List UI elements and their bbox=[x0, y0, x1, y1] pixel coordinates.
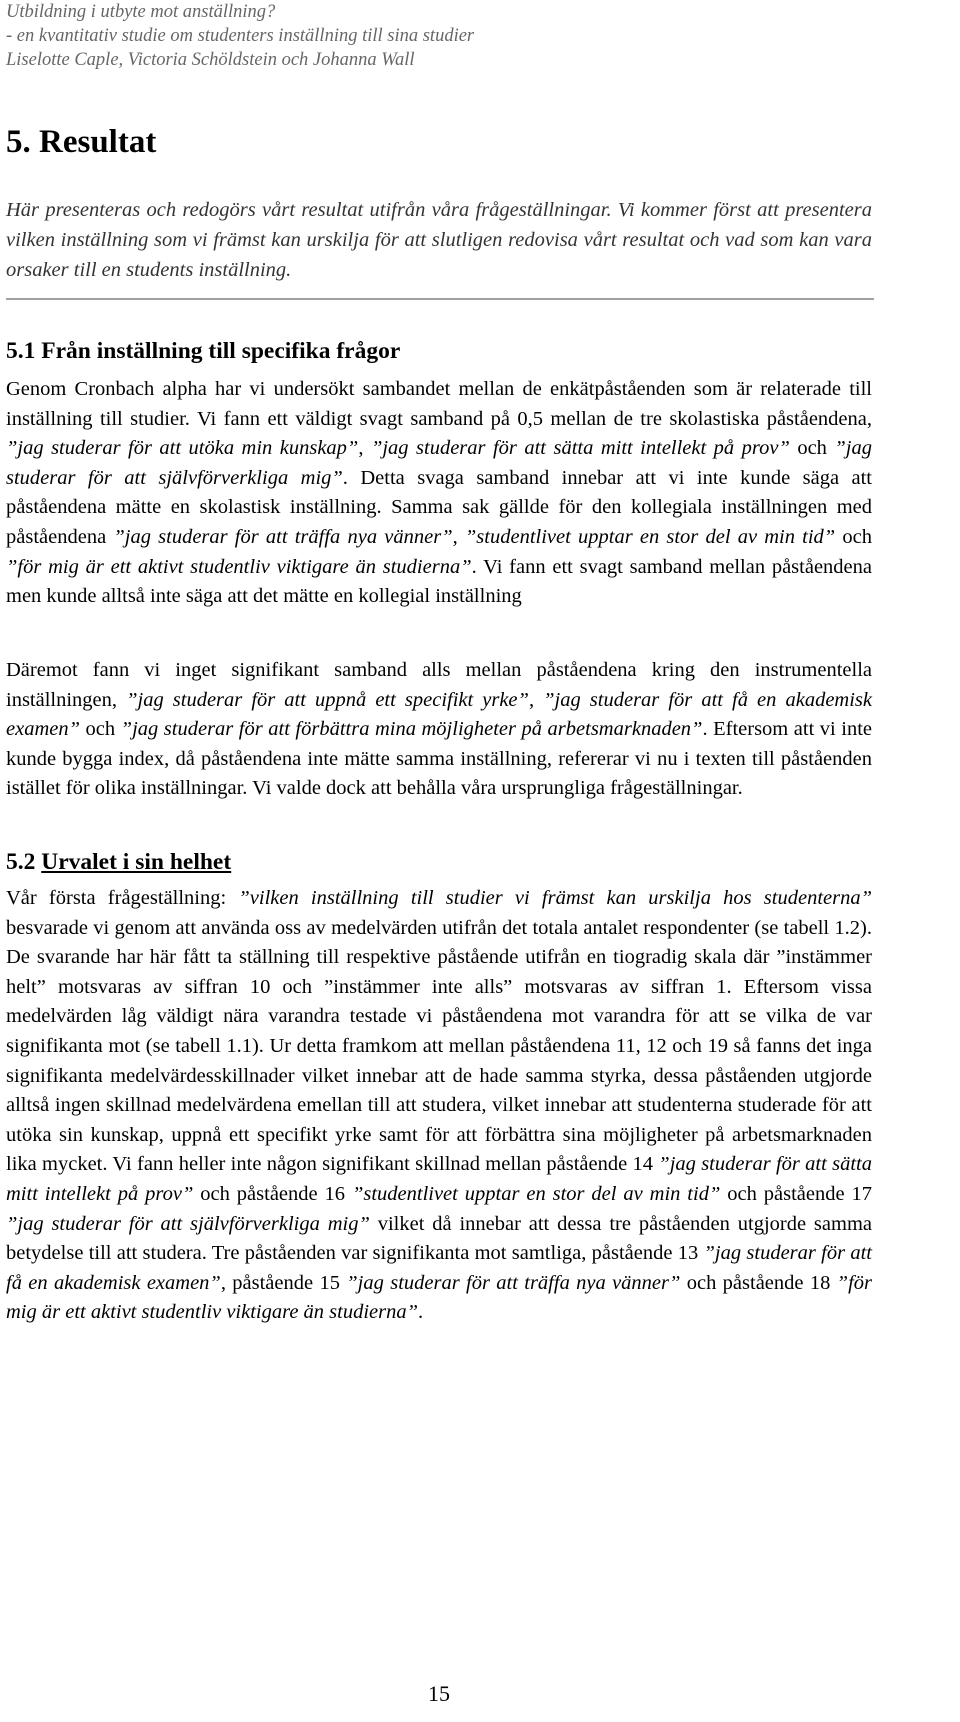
text-run: och bbox=[789, 437, 835, 460]
text-run: Vår första frågeställning: bbox=[6, 887, 239, 909]
section-5-2-paragraph-1 bbox=[6, 884, 872, 1328]
header-title: Utbildning i utbyte mot anställning? bbox=[6, 2, 276, 22]
quoted-statement: ”jag studerar för att sätta mitt intellekt på prov” bbox=[6, 1153, 872, 1205]
text-run: Genom Cronbach alpha har vi undersökt sambandet mellan de enkätpåståenden som är relaterade till inställning till studier. Vi fann ett väldigt svagt samband på 0,5 mellan de tre skolastiska påståendena, bbox=[6, 378, 872, 430]
quoted-statement: ”jag studerar för att uppnå ett specifikt yrke” bbox=[126, 688, 529, 711]
section-5-2-heading bbox=[6, 847, 231, 877]
quoted-statement: ”jag studerar för att förbättra mina möjligheter på arbetsmarknaden” bbox=[120, 718, 703, 741]
quoted-statement: ”jag studerar för att sätta mitt intellekt på prov” bbox=[370, 437, 790, 460]
text-run: . bbox=[418, 1301, 424, 1324]
text-run: . Vi fann ett svagt samband mellan påståendena men kunde alltså inte säga att det mätte en kollegial inställning bbox=[6, 555, 872, 608]
quoted-statement: ”vilken inställning till studier vi främst kan urskilja hos studenterna” bbox=[238, 887, 872, 909]
text-run: , bbox=[452, 525, 465, 548]
quoted-statement: ”jag studerar för att få en akademisk examen” bbox=[6, 688, 872, 741]
quoted-statement: ”jag studerar för att självförverkliga mig” bbox=[6, 1212, 370, 1235]
quoted-statement: ”jag studerar för att självförverkliga mig” bbox=[6, 437, 873, 489]
section-5-1-paragraph-2 bbox=[6, 656, 872, 804]
section-5-1-heading: 5.1 Från inställning till specifika frågor bbox=[6, 338, 401, 364]
text-run: besvarade vi genom att använda oss av medelvärden utifrån det totala antalet respondenter (se tabell 1.2). De svarande har här fått ta ställning till respektive påstående utifrån en tiogradig skala där ”instämmer helt” motsvaras av siffran 10 och ”instämmer inte alls” motsvaras av siffran 1. Eftersom vissa medelvärden låg väldigt nära varandra testade vi påståendena mot varandra för att se vilka de var signifikanta mot (se tabell 1.1). Ur detta framkom att mellan påståendena 11, 12 och 19 så fanns det inga signifikanta medelvärdesskillnader vilket innebar att de hade samma styrka, dessa påståenden utgjorde alltså ingen skillnad medelvärdena emellan till att studera, vilket innebar att studenterna studerade för att utöka sin kunskap, uppnå ett specifikt yrke samt för att förbättra sina möjligheter på arbetsmarknaden lika mycket. Vi fann heller inte någon signifikant skillnad mellan påstående 14 bbox=[6, 916, 872, 1176]
text-run: . Detta svaga samband innebar att vi inte kunde säga att påståendena mätte en skolastisk inställning. Samma sak gällde för den kollegiala inställningen med påståendena bbox=[6, 466, 872, 548]
text-run: Däremot fann vi inget signifikant samband alls mellan påståendena kring den instrumentella inställningen, bbox=[6, 659, 872, 711]
text-run: och påstående 16 bbox=[193, 1182, 352, 1205]
text-run: , bbox=[358, 437, 371, 460]
text-run: . Eftersom att vi inte kunde bygga index, då påståendena inte mätte samma inställning, refererar vi nu i texten till påståenden istället för olika inställningar. Vi valde dock att behålla våra ursprungliga frågeställningar. bbox=[6, 718, 872, 800]
quoted-statement: ”för mig är ett aktivt studentliv viktigare än studierna” bbox=[6, 555, 472, 578]
quoted-statement: ”studentlivet upptar en stor del av min tid” bbox=[464, 525, 836, 548]
quoted-statement: ”jag studerar för att träffa nya vänner” bbox=[346, 1271, 681, 1294]
text-run: , påstående 15 bbox=[220, 1271, 347, 1294]
text-run: vilket då innebar att dessa tre påståenden utgjorde samma betydelse till att studera. Tre påståenden var signifikanta mot samtliga, påstående 13 bbox=[6, 1212, 872, 1265]
running-header bbox=[6, 0, 474, 72]
section-5-2-title: Urvalet i sin helhet bbox=[41, 849, 232, 875]
text-run: och påstående 18 bbox=[680, 1271, 837, 1294]
quoted-statement: ”jag studerar för att träffa nya vänner” bbox=[113, 525, 453, 548]
text-run: och påstående 17 bbox=[720, 1182, 873, 1205]
text-run: , bbox=[528, 688, 544, 711]
header-subtitle: - en kvantitativ studie om studenters inställning till sina studier bbox=[6, 26, 475, 46]
header-authors: Liselotte Caple, Victoria Schöldstein och Johanna Wall bbox=[6, 50, 415, 70]
section-5-1-paragraph-1 bbox=[6, 375, 872, 612]
section-5-2-number: 5.2 bbox=[6, 849, 42, 875]
quoted-statement: ”jag studerar för att utöka min kunskap” bbox=[6, 437, 359, 460]
page-number: 15 bbox=[428, 1681, 450, 1706]
divider-line bbox=[6, 298, 874, 300]
text-run: och bbox=[835, 525, 873, 548]
chapter-title: 5. Resultat bbox=[6, 124, 157, 160]
chapter-intro: Här presenteras och redogörs vårt resultat utifrån våra frågeställningar. Vi kommer först att presentera vilken inställning som vi främst kan urskilja för att slutligen redovisa vårt resultat och vad som kan vara orsaker till en students inställning. bbox=[6, 199, 872, 281]
quoted-statement: ”för mig är ett aktivt studentliv viktigare än studierna” bbox=[6, 1271, 872, 1324]
text-run: och bbox=[80, 718, 121, 741]
quoted-statement: ”jag studerar för att få en akademisk examen” bbox=[6, 1242, 872, 1294]
quoted-statement: ”studentlivet upptar en stor del av min tid” bbox=[351, 1182, 721, 1205]
